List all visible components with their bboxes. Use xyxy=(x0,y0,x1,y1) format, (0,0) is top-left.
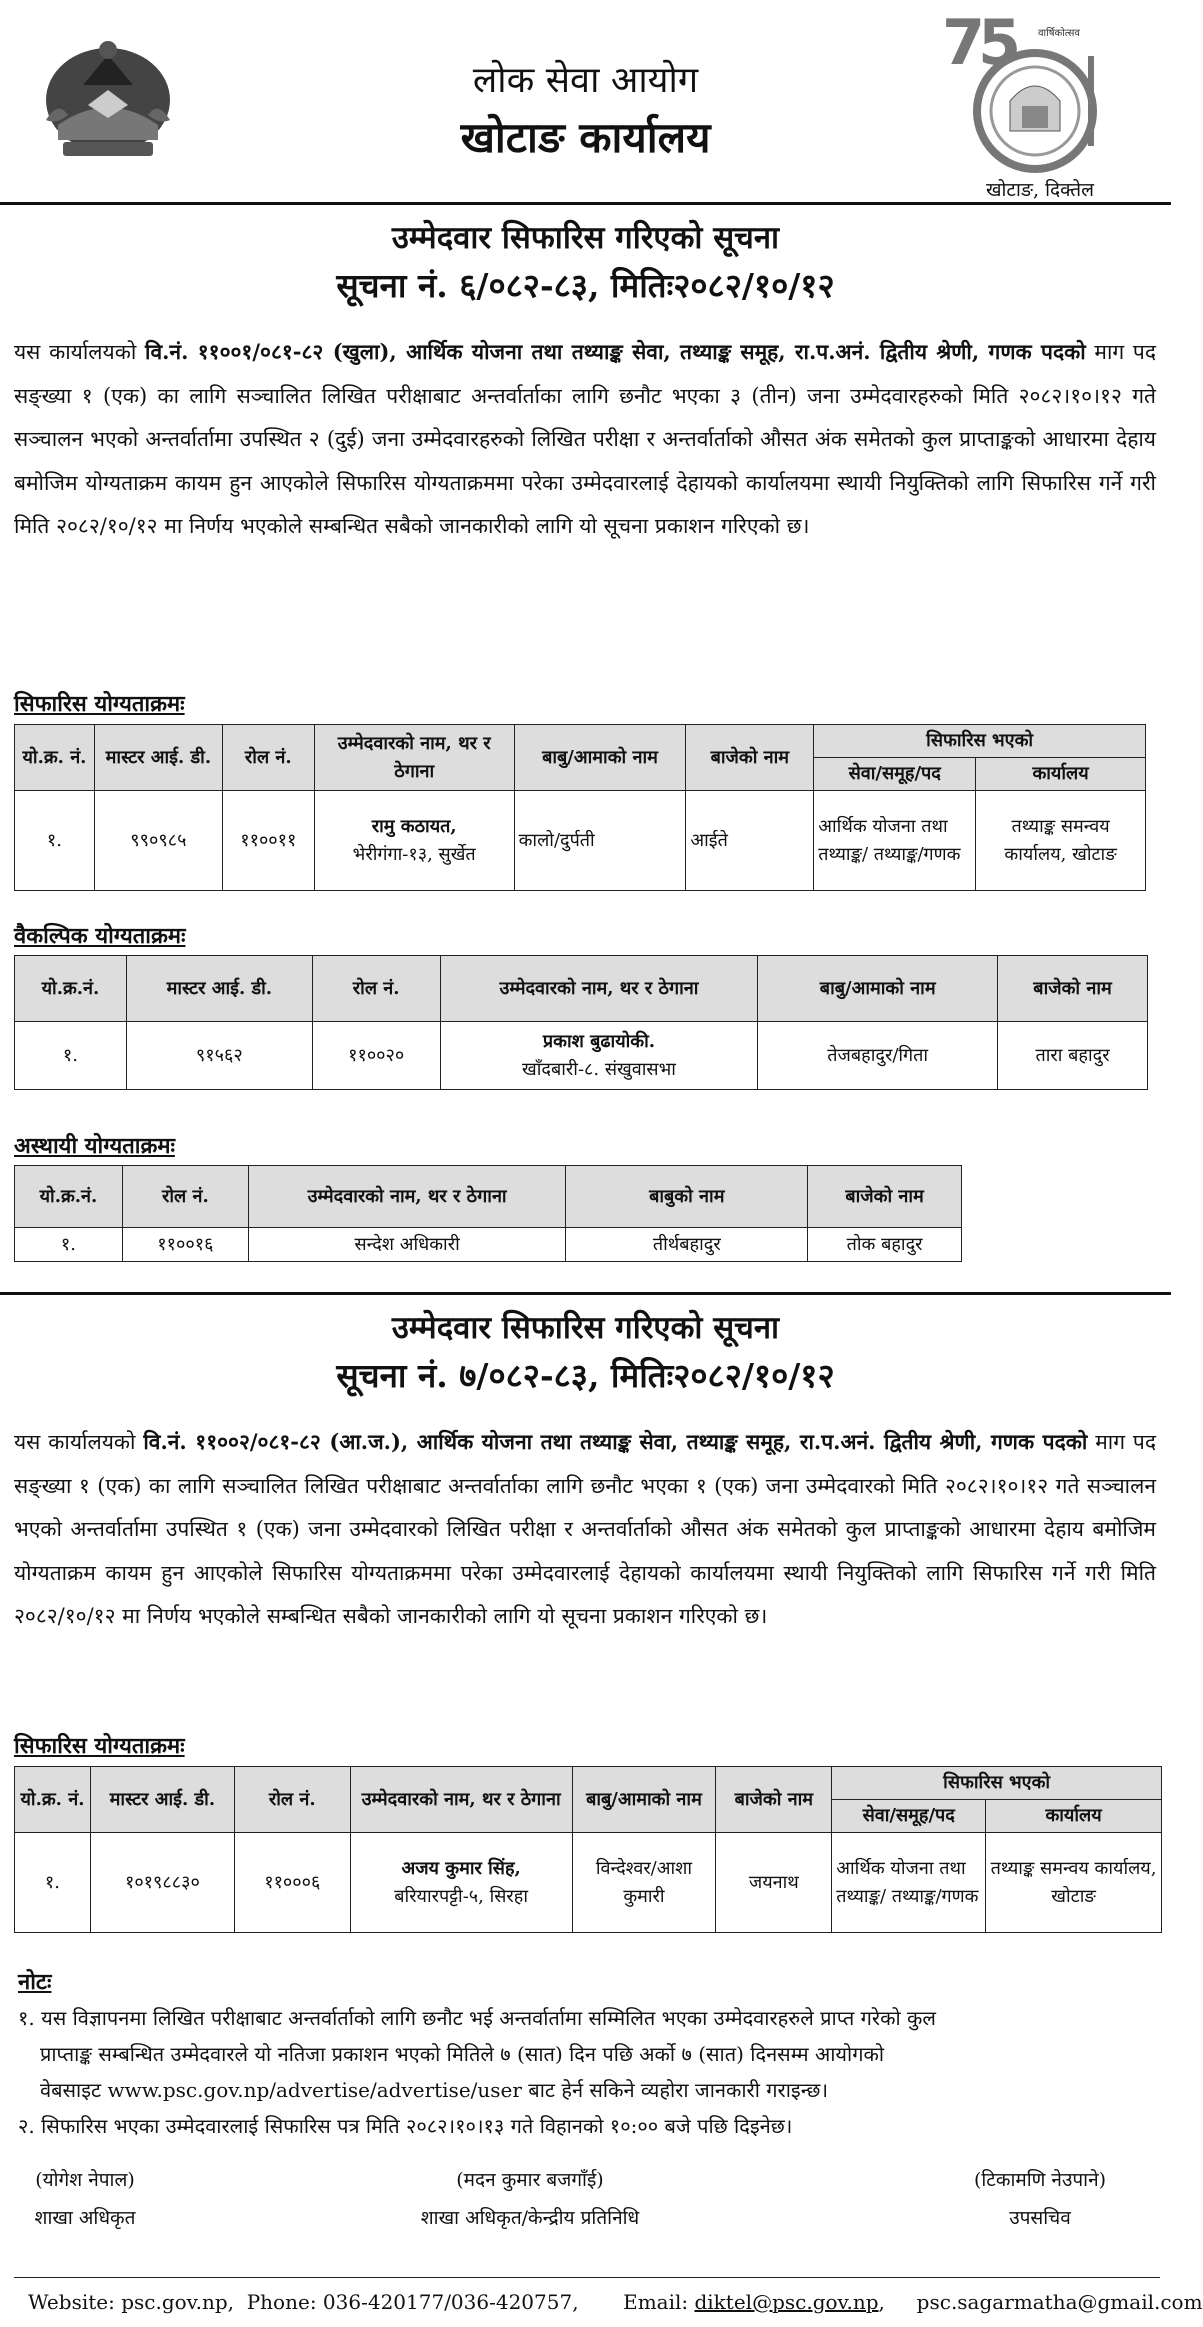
col-service: सेवा/समूह/पद xyxy=(814,758,976,791)
col-roll: रोल नं. xyxy=(222,725,314,791)
signature-3 xyxy=(940,2166,1140,2230)
col-parent: बाबु/आमाको नाम xyxy=(572,1767,716,1833)
cell-roll: ११००११ xyxy=(222,791,314,891)
col-sn: यो.क्र.नं. xyxy=(15,1166,123,1228)
col-grandfather: बाजेको नाम xyxy=(808,1166,962,1228)
col-sn: यो.क्र. नं. xyxy=(15,725,95,791)
signatory-title: शाखा अधिकृत xyxy=(34,2207,136,2229)
col-recommended: सिफारिस भएको xyxy=(814,725,1146,758)
notice1-alternate-heading: वैकल्पिक योग्यताक्रमः xyxy=(14,923,186,949)
cell-grandfather: जयनाथ xyxy=(716,1833,832,1933)
cell-service: आर्थिक योजना तथा तथ्याङ्क/ तथ्याङ्क/गणक xyxy=(814,791,976,891)
notes-title: नोटः xyxy=(18,1969,52,1995)
signature-2 xyxy=(360,2166,700,2230)
signatory-name: (मदन कुमार बजगाँई) xyxy=(456,2169,604,2191)
org-name: लोक सेवा आयोग xyxy=(472,60,699,101)
cell-name: सन्देश अधिकारी xyxy=(248,1228,566,1262)
footer-email-diktel-link[interactable]: diktel@psc.gov.np xyxy=(694,2290,879,2314)
signatory-title: शाखा अधिकृत/केन्द्रीय प्रतिनिधि xyxy=(420,2207,640,2229)
anniversary-75-logo-icon xyxy=(930,6,1120,176)
notice1-recommended-table xyxy=(14,724,1146,891)
logo-caption: खोटाङ, दिक्तेल xyxy=(985,179,1095,201)
notice2-recommended-heading: सिफारिस योग्यताक्रमः xyxy=(14,1733,185,1759)
cell-office: तथ्याङ्क समन्वय कार्यालय, खोटाङ xyxy=(976,791,1146,891)
cell-grandfather: तारा बहादुर xyxy=(998,1022,1148,1090)
footer-email-label: Email: xyxy=(623,2290,689,2314)
notice1-paragraph: यस कार्यालयको वि.नं. ११००१/०८१-८२ (खुला), आर्थिक योजना तथा तथ्याङ्क सेवा, तथ्याङ्क समूह, रा.प.अनं. द्वितीय श्रेणी, गणक पदको माग पद सङ्ख्या १ (एक) का लागि सञ्चालित लिखित परीक्षाबाट अन्तर्वार्ताका लागि छनौट भएका ३ (तीन) जना उम्मेदवारहरुको मिति २०८२।१०।१२ गते सञ्चालन भएको अन्तर्वार्तामा उपस्थित २ (दुई) जना उम्मेदवारहरुको लिखित परीक्षा र अन्तर्वार्ताको औसत अंक समेतको कुल प्राप्ताङ्कको आधारमा देहाय बमोजिम योग्यताक्रम कायम हुन आएकोले सिफारिस योग्यताक्रममा परेका उम्मेदवारलाई देहायको कार्यालयमा स्थायी नियुक्तिको लागि सिफारिस गर्ने गरी मिति २०८२/१०/१२ मा निर्णय भएकोले सम्बन्धित सबैको जानकारीको लागि यो सूचना प्रकाशन गरिएको छ। xyxy=(14,339,1157,538)
notice1-temporary-heading: अस्थायी योग्यताक्रमः xyxy=(14,1133,175,1159)
note-1-line-2: प्राप्ताङ्क सम्बन्धित उम्मेदवारले यो नतिजा प्रकाशन भएको मितिले ७ (सात) दिन पछि अर्को ७ (सात) दिनसम्म आयोगको xyxy=(40,2042,885,2066)
header-rule xyxy=(0,202,1171,205)
cell-roll: ११००१६ xyxy=(122,1228,248,1262)
footer: Website: psc.gov.np, Phone: 036-420177/036-420757, Email: diktel@psc.gov.np, psc.sagarmatha@gmail.com xyxy=(28,2290,1203,2314)
table-row xyxy=(15,1022,1148,1090)
col-father: बाबुको नाम xyxy=(566,1166,808,1228)
col-roll: रोल नं. xyxy=(234,1767,350,1833)
table-row xyxy=(15,1228,962,1262)
cell-name: अजय कुमार सिंह, बरियारपट्टी-५, सिरहा xyxy=(350,1833,572,1933)
footer-phone: Phone: 036-420177/036-420757, xyxy=(246,2290,579,2314)
svg-text:5: 5 xyxy=(978,6,1022,79)
cell-master-id: ९९०९८५ xyxy=(94,791,222,891)
col-office: कार्यालय xyxy=(986,1800,1162,1833)
signatory-name: (टिकामणि नेउपाने) xyxy=(973,2169,1107,2191)
cell-office: तथ्याङ्क समन्वय कार्यालय, खोटाङ xyxy=(986,1833,1162,1933)
notice1-recommended-heading: सिफारिस योग्यताक्रमः xyxy=(14,691,185,717)
notice1-alternate-table xyxy=(14,955,1148,1090)
col-name: उम्मेदवारको नाम, थर र ठेगाना xyxy=(314,725,514,791)
col-roll: रोल नं. xyxy=(312,956,440,1022)
cell-grandfather: आईते xyxy=(686,791,814,891)
col-grandfather: बाजेको नाम xyxy=(716,1767,832,1833)
cell-service: आर्थिक योजना तथा तथ्याङ्क/ तथ्याङ्क/गणक xyxy=(832,1833,986,1933)
footer-email-sagarmatha[interactable]: psc.sagarmatha@gmail.com xyxy=(916,2290,1203,2314)
notes-section xyxy=(18,1964,1158,2144)
cell-roll: ११००२० xyxy=(312,1022,440,1090)
notice2-title: उम्मेदवार सिफारिस गरिएको सूचना xyxy=(391,1310,780,1346)
col-name: उम्मेदवारको नाम, थर र ठेगाना xyxy=(440,956,758,1022)
col-service: सेवा/समूह/पद xyxy=(832,1800,986,1833)
footer-website: Website: psc.gov.np, xyxy=(28,2290,234,2314)
notice2-paragraph: यस कार्यालयको वि.नं. ११००२/०८१-८२ (आ.ज.), आर्थिक योजना तथा तथ्याङ्क सेवा, तथ्याङ्क समूह, रा.प.अनं. द्वितीय श्रेणी, गणक पदको माग पद सङ्ख्या १ (एक) का लागि सञ्चालित लिखित परीक्षाबाट अन्तर्वार्ताका लागि छनौट भएका १ (एक) जना उम्मेदवारको मिति २०८२।१०।१२ गते सञ्चालन भएको अन्तर्वार्तामा उपस्थित १ (एक) जना उम्मेदवारको लिखित परीक्षा र अन्तर्वार्ताको औसत अंक समेतको कुल प्राप्ताङ्कको आधारमा देहाय बमोजिम योग्यताक्रम कायम हुन आएकोले सिफारिस योग्यताक्रममा परेका उम्मेदवारलाई देहायको कार्यालयमा स्थायी नियुक्तिको लागि सिफारिस गर्ने गरी मिति २०८२/१०/१२ मा निर्णय भएकोले सम्बन्धित सबैको जानकारीको लागि यो सूचना प्रकाशन गरिएको छ। xyxy=(14,1429,1156,1628)
col-parent: बाबु/आमाको नाम xyxy=(758,956,998,1022)
col-name: उम्मेदवारको नाम, थर र ठेगाना xyxy=(248,1166,566,1228)
col-grandfather: बाजेको नाम xyxy=(998,956,1148,1022)
notice2-number-date: सूचना नं. ७/०८२-८३, मितिः२०८२/१०/१२ xyxy=(336,1356,835,1395)
col-recommended: सिफारिस भएको xyxy=(832,1767,1162,1800)
col-master-id: मास्टर आई. डी. xyxy=(90,1767,234,1833)
cell-sn: १. xyxy=(15,791,95,891)
table-row xyxy=(15,791,1146,891)
cell-parent: विन्देश्वर/आशा कुमारी xyxy=(572,1833,716,1933)
table-row xyxy=(15,1833,1162,1933)
office-name: खोटाङ कार्यालय xyxy=(460,113,711,162)
svg-text:वार्षिकोत्सव: वार्षिकोत्सव xyxy=(1038,28,1080,39)
cell-parent: कालो/दुर्पती xyxy=(514,791,686,891)
col-sn: यो.क्र.नं. xyxy=(15,956,127,1022)
note-1-line-1: १. यस विज्ञापनमा लिखित परीक्षाबाट अन्तर्वार्ताको लागि छनौट भई अन्तर्वार्तामा सम्मिलित भएका उम्मेदवारहरुले प्राप्त गरेको कुल xyxy=(18,2006,936,2030)
cell-roll: ११०००६ xyxy=(234,1833,350,1933)
cell-master-id: ९१५६२ xyxy=(126,1022,312,1090)
notice1-temporary-table xyxy=(14,1165,962,1262)
notice2-recommended-table xyxy=(14,1766,1162,1933)
cell-sn: १. xyxy=(15,1833,91,1933)
cell-father: तीर्थबहादुर xyxy=(566,1228,808,1262)
col-master-id: मास्टर आई. डी. xyxy=(94,725,222,791)
note-1-line-3: वेबसाइट www.psc.gov.np/advertise/advertise/user बाट हेर्न सकिने व्यहोरा जानकारी गराइन्छ। xyxy=(40,2078,829,2102)
col-sn: यो.क्र. नं. xyxy=(15,1767,91,1833)
cell-master-id: १०१९८८३० xyxy=(90,1833,234,1933)
signatory-name: (योगेश नेपाल) xyxy=(35,2169,135,2191)
cell-parent: तेजबहादुर/गिता xyxy=(758,1022,998,1090)
signature-1 xyxy=(0,2166,170,2230)
cell-name: रामु कठायत, भेरीगंगा-१३, सुर्खेत xyxy=(314,791,514,891)
col-grandfather: बाजेको नाम xyxy=(686,725,814,791)
section-divider xyxy=(0,1292,1171,1295)
cell-grandfather: तोक बहादुर xyxy=(808,1228,962,1262)
col-name: उम्मेदवारको नाम, थर र ठेगाना xyxy=(350,1767,572,1833)
col-parent: बाबु/आमाको नाम xyxy=(514,725,686,791)
col-roll: रोल नं. xyxy=(122,1166,248,1228)
cell-name: प्रकाश बुढायोकी. खाँदबारी-८. संखुवासभा xyxy=(440,1022,758,1090)
col-office: कार्यालय xyxy=(976,758,1146,791)
header xyxy=(0,0,1171,200)
signatory-title: उपसचिव xyxy=(1009,2207,1071,2229)
note-2: २. सिफारिस भएका उम्मेदवारलाई सिफारिस पत्र मिति २०८२।१०।१३ गते विहानको १०:०० बजे पछि दिइनेछ। xyxy=(18,2114,793,2138)
svg-text:7: 7 xyxy=(942,6,986,79)
cell-sn: १. xyxy=(15,1228,123,1262)
footer-rule xyxy=(14,2277,1160,2278)
col-master-id: मास्टर आई. डी. xyxy=(126,956,312,1022)
notice1-title: उम्मेदवार सिफारिस गरिएको सूचना xyxy=(391,220,780,256)
cell-sn: १. xyxy=(15,1022,127,1090)
notice1-number-date: सूचना नं. ६/०८२-८३, मितिः२०८२/१०/१२ xyxy=(336,266,835,305)
